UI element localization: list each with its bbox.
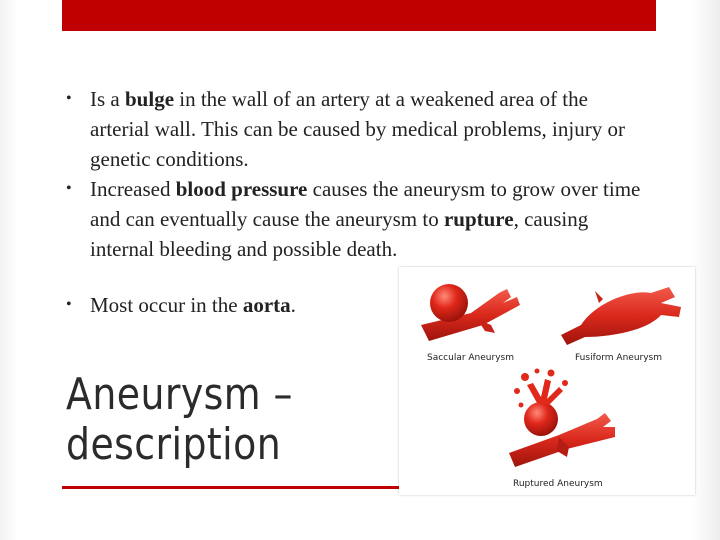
text-run: Is a xyxy=(90,87,125,111)
bullet-icon: • xyxy=(66,296,72,313)
bullet-text xyxy=(90,293,296,317)
ruptured-aneurysm-icon xyxy=(509,369,615,468)
bullet-item xyxy=(62,84,642,174)
saccular-aneurysm-icon xyxy=(421,284,520,341)
text-run: Most occur in the xyxy=(90,293,243,317)
bold-term: blood pressure xyxy=(175,177,308,201)
text-run: . xyxy=(290,293,296,317)
bullet-item xyxy=(62,174,642,264)
aneurysm-illustration xyxy=(399,267,695,495)
aneurysm-drawing xyxy=(399,267,695,495)
bold-term: bulge xyxy=(125,87,175,111)
bullet-text xyxy=(90,177,640,261)
text-run: causes the aneurysm to grow over time and can eventually cause the aneurysm to xyxy=(90,177,641,231)
bullet-text xyxy=(90,87,625,171)
bold-term: aorta xyxy=(242,293,291,317)
bullet-icon: • xyxy=(66,90,72,107)
text-run: in the wall of an artery at a weakened area of the arterial wall. This can be caused by medical problems, injury or genetic conditions. xyxy=(90,87,625,171)
bold-term: rupture xyxy=(443,207,514,231)
fusiform-aneurysm-icon xyxy=(561,287,681,345)
slide-title-line2: description xyxy=(66,419,282,470)
fusiform-label: Fusiform Aneurysm xyxy=(575,353,663,363)
top-accent-bar xyxy=(62,0,656,31)
saccular-label: Saccular Aneurysm xyxy=(427,353,514,363)
bullet-icon: • xyxy=(66,180,72,197)
ruptured-label: Ruptured Aneurysm xyxy=(513,479,603,489)
slide-title xyxy=(66,370,293,470)
slide-title-line1: Aneurysm – xyxy=(66,369,293,420)
text-run: Increased xyxy=(90,177,176,201)
title-underline xyxy=(62,486,412,489)
text-run: , causing internal bleeding and possible death. xyxy=(90,207,589,261)
